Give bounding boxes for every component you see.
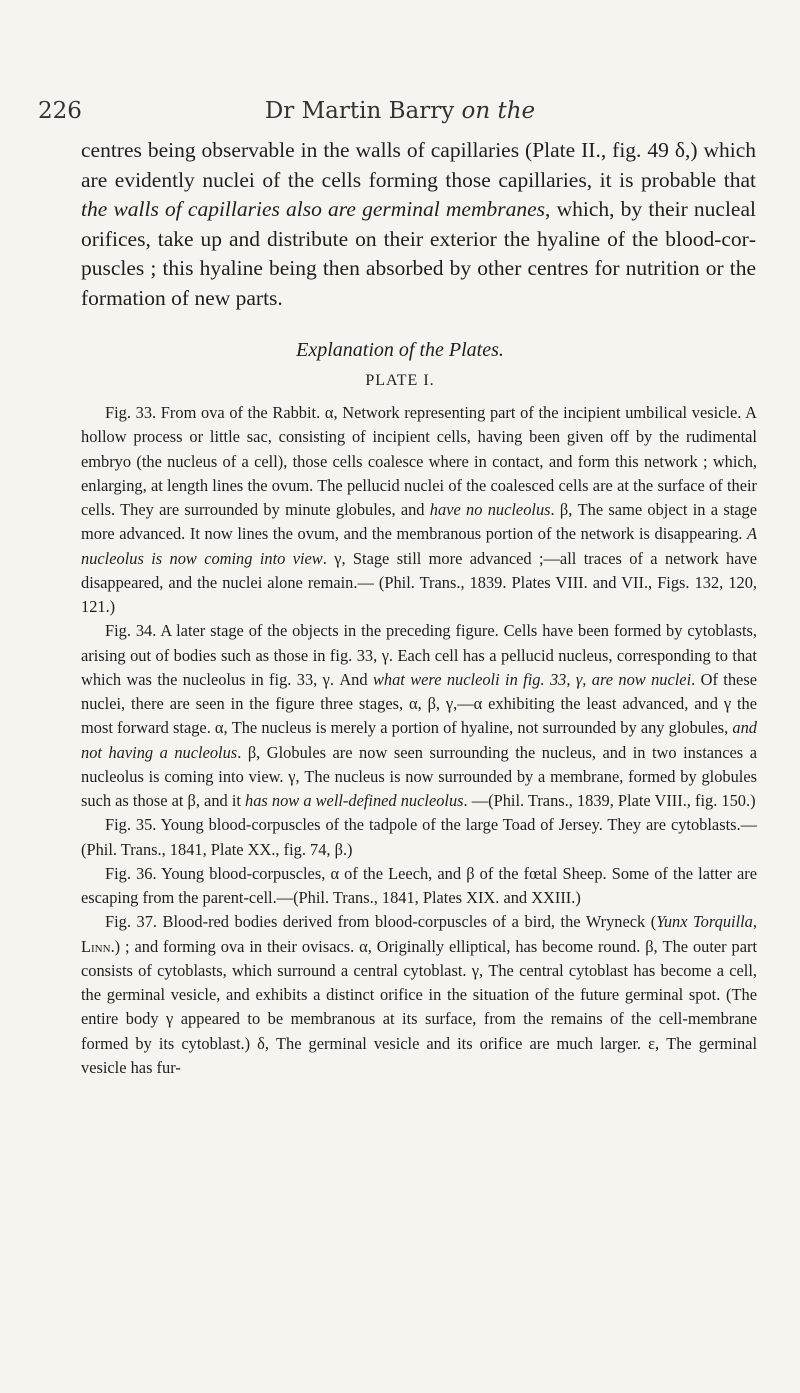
emphasis: what were nucleoli in fig. 33, γ, are now nuclei [372, 669, 692, 689]
text-run: Fig. 37. Blood-red bodies derived from blood-corpuscles of a bird, the Wryneck ( [105, 912, 657, 932]
fig-37-caption [81, 910, 757, 1080]
text-run: Fig. 34. A later stage of the objects in the preceding figure. Cells have been formed by cytoblasts, arising out of bodies such as those in fig. 33, γ. Each cell has a pellucid nucleus, corresponding to that which was the nucleolus in fig. 33, γ. And [81, 621, 757, 689]
text-run: . β, The same object in a stage more advanced. It now lines the ovum, and the membranous portion of the network is disappearing. [81, 500, 757, 544]
emphasis: Yunx Torquilla [656, 912, 753, 932]
section-title: Explanation of the Plates. [296, 339, 504, 361]
plate-explanations [81, 401, 757, 1080]
page-header [38, 98, 762, 132]
text-run: , [752, 912, 757, 932]
paragraph-1 [81, 136, 756, 313]
emphasis: have no nucleolus [429, 500, 551, 519]
fig-34-caption [81, 619, 757, 813]
emphasis: and not having a nucleolus [81, 718, 757, 762]
text-run: ) ; and forming ova in their ovisacs. α, Originally elliptical, has become round. β, The outer part consists of cytoblasts, which surround a central cytoblast. γ, The central cytoblast has become a cell, the germinal vesicle, and exhibits a distinct orifice in the situation of the future germinal spot. (The entire body γ appeared to be membranous at its surface, from the remains of the cell-membrane formed by its cytoblast.) δ, The germinal vesicle and its orifice are much larger. ε, The germinal vesicle has fur- [81, 936, 757, 1077]
running-head-italic: on the [461, 98, 536, 124]
text-run: . β, Globules are now seen surrounding the nucleus, and in two instances a nucleolus is coming into view. γ, The nucleus is now surrounded by a membrane, formed by globules such as those at β, and it [81, 742, 757, 810]
text-run: . —(Phil. Trans., 1839, Plate VIII., fig. 150.) [463, 791, 756, 810]
text-run: centres being observable in the walls of capillaries (Plate II., fig. 49 δ,) which are evidently nuclei of the cells forming those capillaries, it is probable that [81, 138, 756, 192]
running-head-author: Dr Martin Barry [264, 98, 462, 124]
emphasis: has now a well-defined nucleolus [245, 791, 464, 810]
fig-36-caption: Fig. 36. Young blood-corpuscles, α of the Leech, and β of the fœtal Sheep. Some of the latter are escaping from the parent-cell.—(Phil. Trans., 1841, Plates XIX. and XXIII.) [81, 863, 757, 907]
text-run: . γ, Stage still more advanced ;—all traces of a network have disappeared, and the nuclei alone remain.— (Phil. Trans., 1839. Plates VIII. and VII., Figs. 132, 120, 121.) [81, 548, 757, 616]
small-caps: Linn. [81, 936, 115, 956]
plate-heading: PLATE I. [365, 372, 435, 389]
running-head [38, 98, 762, 124]
main-paragraph [81, 136, 756, 313]
emphasis: the walls of capillaries also are germinal membranes [81, 197, 546, 221]
text-run: Fig. 33. From ova of the Rabbit. α, Network representing part of the incipient umbilical vesicle. A hollow process or little sac, consisting of incipient cells, having been given off by the rudimental embryo (the nucleus of a cell), those cells coalesce where in contact, and form this network ; which, enlarging, at length lines the ovum. The pellucid nuclei of the coalesced cells are at the surface of their cells. They are surrounded by minute globules, and [81, 403, 757, 519]
emphasis: A nucleolus is now coming into view [81, 524, 757, 568]
text-run: , which, by their nucleal orifices, take up and distribute on their exterior the hyaline of the blood-corpuscles ; this hyaline being then absorbed by other centres for nutrition or the formation of new parts. [81, 197, 756, 310]
fig-35-caption: Fig. 35. Young blood-corpuscles of the tadpole of the large Toad of Jersey. They are cytoblasts.—(Phil. Trans., 1841, Plate XX., fig. 74, β.) [81, 815, 757, 859]
page-number: 226 [38, 98, 82, 124]
text-run: . Of these nuclei, there are seen in the figure three stages, α, β, γ,—α exhibiting the least advanced, and γ the most forward stage. α, The nucleus is merely a portion of hyaline, not surrounded by any globules, [81, 669, 757, 738]
fig-33-caption [81, 401, 757, 619]
